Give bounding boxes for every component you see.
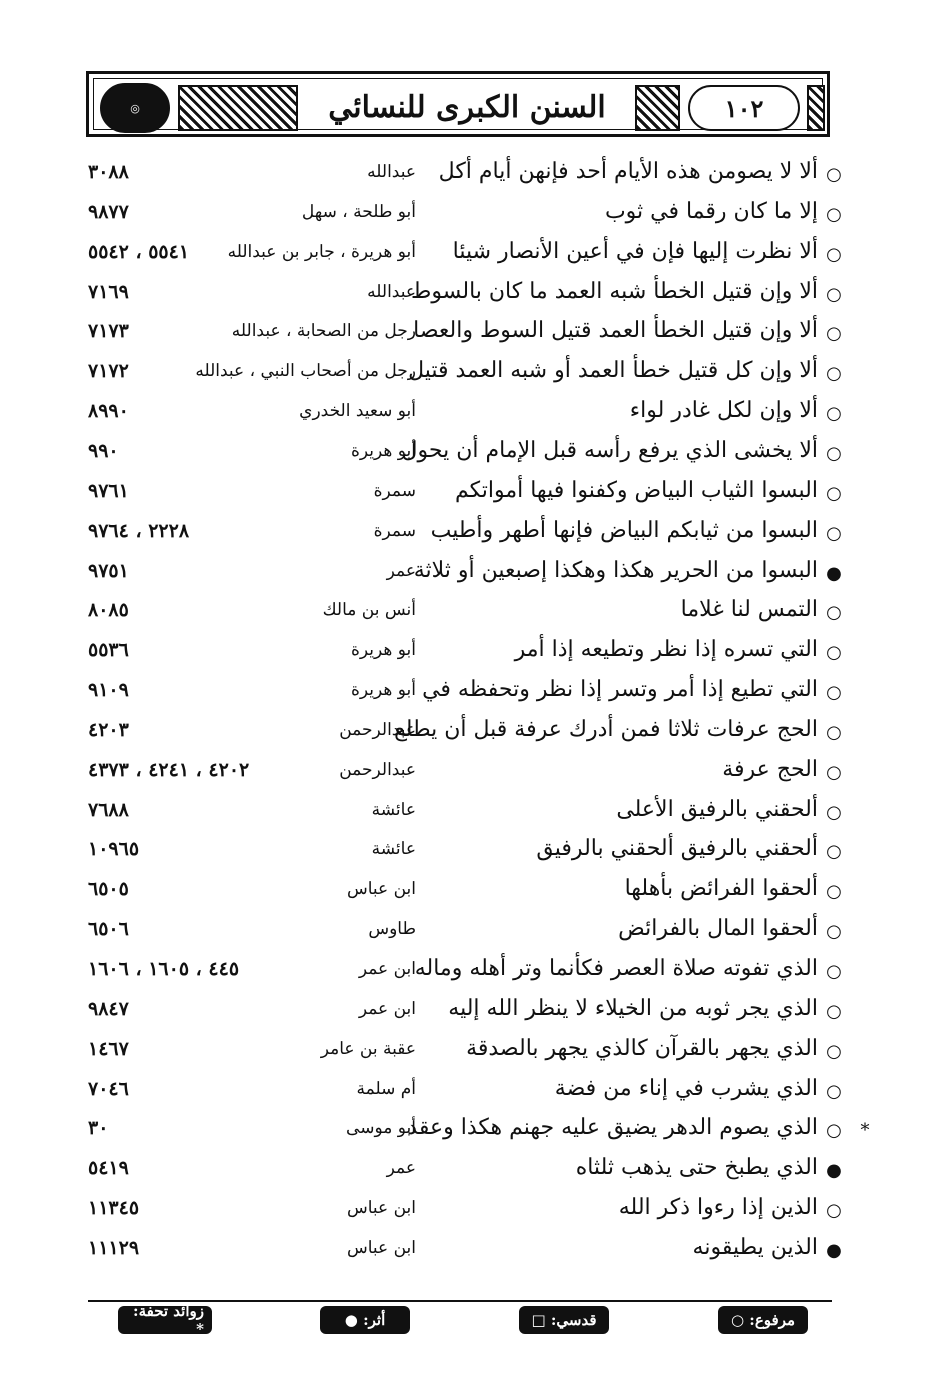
hadith-incipit: الذي يجر ثوبه من الخيلاء لا ينظر الله إليه (448, 995, 818, 1021)
hadith-numbers: ١٠٩٦٥ (88, 838, 140, 861)
hadith-incipit: التي تطيع إذا أمر وتسر إذا نظر وتحفظه في (422, 677, 818, 703)
type-marker: ○ (826, 164, 842, 185)
hadith-incipit: البسوا من الحرير هكذا وهكذا إصبعين أو ثلاثة (413, 557, 818, 583)
narrator-name: ابن عباس (346, 1237, 416, 1258)
hadith-numbers: ٩٨٤٧ (88, 997, 129, 1020)
index-row (0, 156, 946, 196)
hadith-incipit: الذي يصوم الدهر يضيق عليه جهنم هكذا وعقد (407, 1115, 818, 1141)
legend-qudsi: قدسي: □ (519, 1306, 609, 1334)
index-row (0, 1232, 946, 1272)
narrator-name: ابن عمر (358, 959, 416, 979)
type-marker: ○ (826, 482, 842, 504)
type-marker: ○ (826, 403, 842, 425)
page-header (86, 71, 830, 137)
hadith-incipit: الذي يجهر بالقرآن كالذي يجهر بالصدقة (466, 1035, 818, 1061)
index-row (0, 475, 946, 515)
ornament-band-left (178, 85, 298, 131)
hadith-numbers: ٤٢٠٣ (88, 718, 129, 741)
type-marker: ○ (826, 642, 842, 664)
index-row (0, 594, 946, 634)
hadith-incipit: الذين إذا رءوا ذكر الله (618, 1195, 818, 1221)
hadith-incipit: ألا لا يصومن هذه الأيام أحد فإنهن أيام أكل (438, 159, 818, 184)
book-seal-logo: ◎ (100, 83, 170, 133)
hadith-numbers: ٤٤٥ ، ١٦٠٥ ، ١٦٠٦ (88, 958, 240, 980)
header-frame (93, 78, 823, 130)
type-marker: ● (826, 562, 842, 584)
narrator-name: عائشة (371, 839, 416, 860)
book-title: السنن الكبرى للنسائي (328, 89, 606, 125)
hadith-incipit: ألحقني بالرفيق الأعلى (616, 796, 818, 822)
hadith-incipit: البسوا الثياب البياض وكفنوا فيها أمواتكم (454, 477, 818, 503)
narrator-name: رجل من أصحاب النبي ، عبدالله (195, 361, 416, 382)
index-row (0, 196, 946, 236)
hadith-numbers: ٥٥٣٦ (88, 639, 129, 662)
index-row (0, 794, 946, 834)
type-marker: ○ (826, 1040, 842, 1062)
hadith-incipit: الحج عرفات ثلاثا فمن أدرك عرفة قبل أن يطلع (394, 716, 818, 742)
narrator-name: عبدالرحمن (339, 759, 416, 780)
ornament-band-edge (807, 85, 825, 131)
hadith-numbers: ٥٥٤١ ، ٥٥٤٢ (88, 240, 190, 263)
narrator-name: عبدالرحمن (339, 719, 416, 740)
type-marker: ● (826, 1160, 842, 1182)
narrator-name: عائشة (371, 799, 416, 820)
narrator-name: أبو هريرة (350, 440, 416, 461)
hadith-incipit: ألا وإن كل قتيل خطأ العمد أو شبه العمد قتيل (408, 358, 818, 384)
hadith-numbers: ٩٧٦١ (88, 479, 129, 502)
hadith-numbers: ١١١٢٩ (88, 1236, 140, 1259)
hadith-numbers: ٧٠٤٦ (88, 1077, 129, 1100)
hadith-incipit: البسوا من ثيابكم البياض فإنها أطهر وأطيب (430, 517, 818, 543)
type-marker: ○ (826, 602, 842, 624)
index-row (0, 754, 946, 794)
type-marker: ○ (826, 442, 842, 464)
hadith-numbers: ٨٠٨٥ (88, 599, 129, 622)
index-row (0, 1192, 946, 1232)
type-marker: ○ (826, 801, 842, 823)
type-marker: ○ (826, 881, 842, 903)
hadith-incipit: الذي يطبخ حتى يذهب ثلثاه (575, 1155, 818, 1181)
narrator-name: طاوس (368, 919, 416, 940)
hadith-incipit: ألا وإن قتيل الخطأ العمد قتيل السوط والعصا (413, 318, 818, 344)
index-row (0, 913, 946, 953)
hadith-numbers: ٧٦٨٨ (88, 798, 129, 821)
type-marker: ○ (826, 682, 842, 704)
hadith-numbers: ١٤٦٧ (88, 1037, 129, 1060)
index-row (0, 833, 946, 873)
hadith-incipit: ألحقوا الفرائض بأهلها (624, 876, 818, 902)
narrator-name: ابن عمر (358, 998, 416, 1019)
legend-zawaid: زوائد تحفة: * (118, 1306, 212, 1334)
type-marker: ○ (826, 841, 842, 863)
hadith-incipit: الذي يشرب في إناء من فضة (554, 1075, 818, 1101)
index-row (0, 355, 946, 395)
hadith-numbers: ٦٥٠٥ (88, 878, 129, 901)
narrator-name: رجل من الصحابة ، عبدالله (231, 321, 416, 342)
hadith-incipit: الذي تفوته صلاة العصر فكأنما وتر أهله وماله (414, 956, 818, 981)
narrator-name: عبدالله (367, 162, 416, 182)
narrator-name: أبو سعيد الخدري (299, 401, 416, 422)
hadith-incipit: التمس لنا غلاما (680, 597, 818, 623)
hadith-numbers: ٩٨٧٧ (88, 200, 129, 223)
type-marker: ○ (826, 1080, 842, 1102)
narrator-name: أبو هريرة ، جابر بن عبدالله (227, 241, 416, 262)
hadith-numbers: ٢٢٢٨ ، ٩٧٦٤ (88, 519, 190, 542)
narrator-name: سمرة (373, 480, 416, 501)
index-row (0, 395, 946, 435)
type-marker: ○ (826, 363, 842, 385)
hadith-incipit: ألا وإن لكل غادر لواء (629, 398, 818, 424)
type-marker: ○ (826, 283, 842, 305)
narrator-name: أنس بن مالك (322, 600, 416, 621)
hadith-numbers: ٤٢٠٢ ، ٤٢٤١ ، ٤٣٧٣ (88, 758, 250, 781)
narrator-name: أبو هريرة (350, 640, 416, 661)
index-row (0, 276, 946, 316)
index-row (0, 674, 946, 714)
index-row (0, 714, 946, 754)
hadith-numbers: ٧١٧٢ (88, 360, 129, 383)
hadith-incipit: التي تسره إذا نظر وتطيعه إذا أمر (514, 637, 818, 663)
hadith-numbers: ٣٠٨٨ (88, 161, 129, 183)
hadith-incipit: الحج عرفة (722, 756, 818, 782)
narrator-name: عمر (386, 560, 416, 581)
hadith-numbers: ٧١٦٩ (88, 280, 129, 303)
hadith-incipit: إلا ما كان رقما في ثوب (604, 198, 818, 224)
index-row (0, 555, 946, 595)
type-marker: ○ (826, 323, 842, 345)
type-marker: ○ (826, 1200, 842, 1222)
narrator-name: ابن عباس (346, 1198, 416, 1219)
ornament-band-right (635, 85, 680, 131)
index-row (0, 515, 946, 555)
hadith-numbers: ٩٧٥١ (88, 559, 129, 582)
page-number: ١٠٢ (688, 85, 800, 131)
hadith-numbers: ٦٥٠٦ (88, 918, 129, 941)
hadith-incipit: ألا نظرت إليها فإن في أعين الأنصار شيئا (452, 238, 818, 264)
type-marker: ○ (826, 1000, 842, 1022)
hadith-incipit: ألا يخشى الذي يرفع رأسه قبل الإمام أن يحول (401, 437, 818, 463)
narrator-name: أبو طلحة ، سهل (301, 201, 416, 222)
legend-marfu: مرفوع: ○ (718, 1306, 808, 1334)
type-marker: ○ (826, 761, 842, 783)
narrator-name: عمر (386, 1158, 416, 1179)
narrator-name: ابن عباس (346, 879, 416, 900)
narrator-name: أم سلمة (356, 1078, 416, 1099)
index-row (0, 1112, 946, 1152)
index-row (0, 634, 946, 674)
hadith-numbers: ٥٤١٩ (88, 1157, 129, 1180)
index-row (0, 435, 946, 475)
narrator-name: عبدالله (367, 281, 416, 302)
legend-athar: أثر: ● (320, 1306, 410, 1334)
type-marker: ○ (826, 243, 842, 265)
index-row (0, 873, 946, 913)
type-marker: ○ (826, 721, 842, 743)
type-marker: ○ (826, 921, 842, 943)
hadith-numbers: ١١٣٤٥ (88, 1197, 140, 1220)
hadith-numbers: ٩٩٠ (88, 439, 119, 462)
hadith-numbers: ٨٩٩٠ (88, 400, 129, 423)
hadith-numbers: ٣٠ (88, 1117, 109, 1140)
hadith-incipit: ألحقني بالرفيق ألحقني بالرفيق (536, 836, 818, 862)
type-marker: ○ (826, 522, 842, 544)
narrator-name: عقبة بن عامر (320, 1038, 416, 1059)
index-row (0, 236, 946, 276)
hadith-numbers: ٧١٧٣ (88, 320, 129, 343)
narrator-name: أبو موسى (346, 1118, 416, 1139)
hadith-incipit: ألحقوا المال بالفرائض (618, 916, 818, 942)
narrator-name: سمرة (373, 520, 416, 541)
index-row (0, 315, 946, 355)
type-marker: ○ (826, 961, 842, 982)
type-marker: ○ (826, 203, 842, 225)
hadith-incipit: ألا وإن قتيل الخطأ شبه العمد ما كان بالسوط (411, 278, 818, 304)
type-marker: ○ (826, 1120, 842, 1142)
type-marker: ● (826, 1239, 842, 1261)
hadith-numbers: ٩١٠٩ (88, 679, 129, 702)
index-row (0, 1033, 946, 1073)
narrator-name: أبو هريرة (350, 680, 416, 701)
index-row (0, 1152, 946, 1192)
index-row (0, 953, 946, 993)
hadith-incipit: الذين يطيقونه (692, 1234, 818, 1260)
index-row (0, 993, 946, 1033)
index-row (0, 1073, 946, 1113)
zawaid-star-marker: * (860, 1120, 870, 1142)
